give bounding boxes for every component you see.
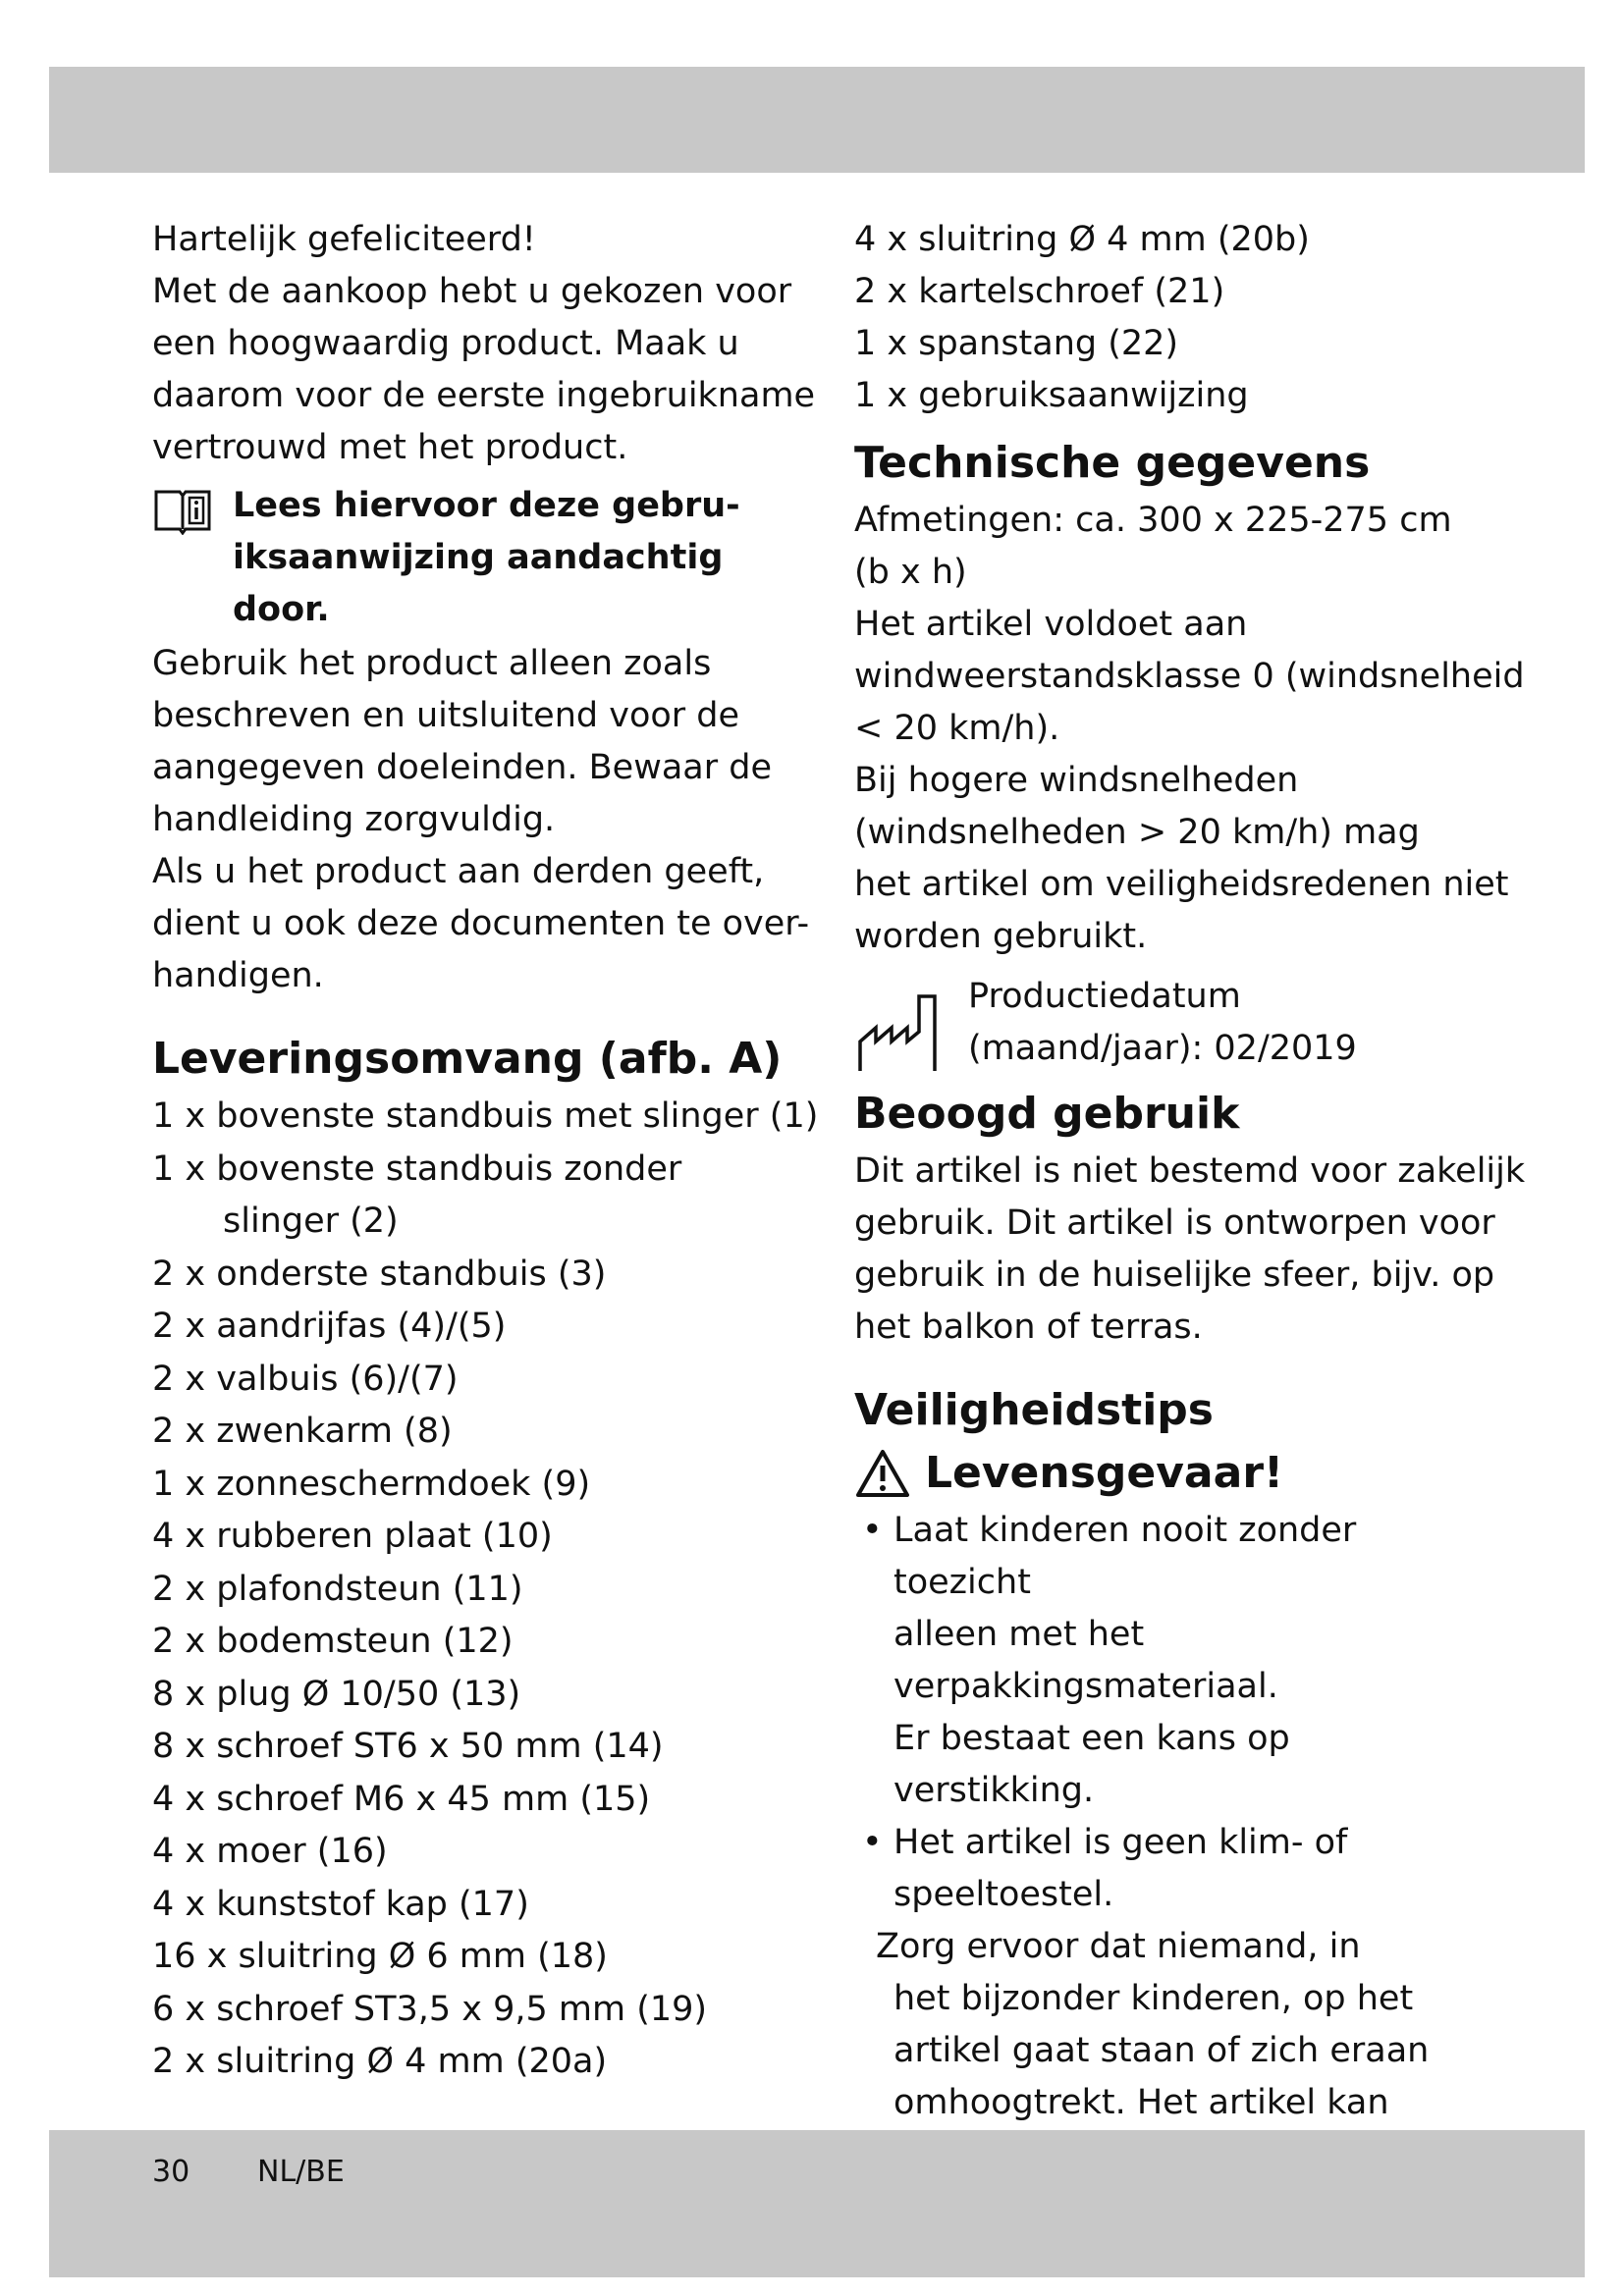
bullet-dot: • xyxy=(862,1511,883,1550)
intro-line: een hoogwaardig product. Maak u xyxy=(152,324,739,363)
list-item: slinger (2) xyxy=(223,1201,399,1241)
list-item: 1 x gebruiksaanwijzing xyxy=(854,376,1249,415)
list-item: 6 x schroef ST3,5 x 9,5 mm (19) xyxy=(152,1989,708,2029)
use-line: gebruik in de huiselijke sfeer, bijv. op xyxy=(854,1255,1495,1295)
list-item: 16 x sluitring Ø 6 mm (18) xyxy=(152,1937,608,1976)
read-manual-note xyxy=(152,480,781,636)
language-code: NL/BE xyxy=(257,2155,345,2189)
intro-line: Hartelijk gefeliciteerd! xyxy=(152,220,536,259)
safety-heading: Veiligheidstips xyxy=(854,1385,1214,1435)
list-item: 4 x moer (16) xyxy=(152,1832,388,1871)
list-item: 4 x sluitring Ø 4 mm (20b) xyxy=(854,220,1310,259)
left-column xyxy=(152,214,819,2089)
intro-line: Met de aankoop hebt u gekozen voor xyxy=(152,272,792,311)
usage-line: handleiding zorgvuldig. xyxy=(152,800,556,839)
usage-line: Gebruik het product alleen zoals xyxy=(152,644,712,683)
bullet-line: Het artikel is geen klim- of xyxy=(893,1823,1348,1862)
note-line: door. xyxy=(233,590,330,629)
safety-bullet xyxy=(854,1505,1483,1609)
list-item: 1 x bovenste standbuis zonder xyxy=(152,1148,682,1189)
footer-bar xyxy=(49,2130,1585,2277)
manual-info-icon xyxy=(152,484,213,535)
scope-heading: Leveringsomvang (afb. A) xyxy=(152,1034,783,1084)
production-value: (maand/jaar): 02/2019 xyxy=(968,1029,1357,1068)
tech-line: (windsnelheden > 20 km/h) mag xyxy=(854,813,1420,852)
right-column xyxy=(854,214,1526,2181)
delivery-list xyxy=(152,1091,819,2089)
bullet-line: Zorg ervoor dat niemand, in xyxy=(876,1927,1361,1966)
use-line: gebruik. Dit artikel is ontworpen voor xyxy=(854,1203,1495,1243)
tech-line: het artikel om veiligheidsredenen niet xyxy=(854,865,1509,904)
page-number: 30 xyxy=(152,2155,190,2189)
list-item: 2 x onderste standbuis (3) xyxy=(152,1254,607,1294)
usage-line: handigen. xyxy=(152,956,324,995)
use-line: het balkon of terras. xyxy=(854,1308,1203,1347)
bullet-line: speeltoestel. xyxy=(893,1875,1114,1914)
list-item: 2 x sluitring Ø 4 mm (20a) xyxy=(152,2042,608,2081)
bullet-line: alleen met het verpakkingsmateriaal. xyxy=(893,1615,1278,1706)
use-line: Dit artikel is niet bestemd voor zakelijk xyxy=(854,1151,1526,1191)
safety-bullet xyxy=(854,1817,1483,1869)
tech-line: (b x h) xyxy=(854,553,967,592)
tech-heading: Technische gegevens xyxy=(854,438,1371,488)
tech-line: < 20 km/h). xyxy=(854,709,1060,748)
intro-line: vertrouwd met het product. xyxy=(152,428,628,467)
list-item: 2 x plafondsteun (11) xyxy=(152,1569,523,1609)
bullet-line: Er bestaat een kans op verstikking. xyxy=(893,1719,1290,1810)
tech-line: windweerstandsklasse 0 (windsnelheid xyxy=(854,657,1525,696)
list-item: 1 x bovenste standbuis met slinger (1) xyxy=(152,1096,819,1136)
production-label: Productiedatum xyxy=(968,977,1241,1016)
list-item: 1 x zonneschermdoek (9) xyxy=(152,1464,591,1504)
danger-warning xyxy=(854,1442,1483,1505)
list-item: 1 x spanstang (22) xyxy=(854,324,1179,363)
bullet-dot: • xyxy=(862,1823,883,1862)
list-item: 8 x plug Ø 10/50 (13) xyxy=(152,1674,521,1714)
list-item: 4 x kunststof kap (17) xyxy=(152,1884,529,1924)
production-date xyxy=(854,971,1483,1077)
tech-line: worden gebruikt. xyxy=(854,917,1148,956)
factory-icon xyxy=(854,988,962,1077)
intro-line: daarom voor de eerste ingebruikname xyxy=(152,376,816,415)
warning-title: Levensgevaar! xyxy=(925,1448,1284,1498)
tech-line: Afmetingen: ca. 300 x 225-275 cm xyxy=(854,501,1452,540)
bullet-line: artikel gaat staan of zich eraan xyxy=(893,2031,1430,2070)
header-bar xyxy=(49,67,1585,173)
list-item: 2 x valbuis (6)/(7) xyxy=(152,1359,459,1399)
list-item: 2 x kartelschroef (21) xyxy=(854,272,1225,311)
usage-line: beschreven en uitsluitend voor de xyxy=(152,696,740,735)
usage-line: dient u ook deze documenten te over- xyxy=(152,904,810,943)
bullet-line: Laat kinderen nooit zonder toezicht xyxy=(893,1511,1357,1602)
usage-line: aangegeven doeleinden. Bewaar de xyxy=(152,748,772,787)
usage-line: Als u het product aan derden geeft, xyxy=(152,852,765,891)
warning-triangle-icon xyxy=(854,1448,911,1499)
list-item: 8 x schroef ST6 x 50 mm (14) xyxy=(152,1727,664,1766)
bullet-line: het bijzonder kinderen, op het xyxy=(893,1979,1414,2018)
tech-line: Het artikel voldoet aan xyxy=(854,605,1248,644)
bullet-line: omhoogtrekt. Het artikel kan xyxy=(893,2083,1389,2122)
tech-line: Bij hogere windsnelheden xyxy=(854,761,1299,800)
list-item: 4 x schroef M6 x 45 mm (15) xyxy=(152,1779,651,1819)
list-item: 2 x zwenkarm (8) xyxy=(152,1412,453,1451)
list-item: 2 x aandrijfas (4)/(5) xyxy=(152,1307,507,1346)
list-item: 4 x rubberen plaat (10) xyxy=(152,1517,553,1556)
use-heading: Beoogd gebruik xyxy=(854,1089,1240,1139)
list-item: 2 x bodemsteun (12) xyxy=(152,1622,514,1661)
note-line: Lees hiervoor deze gebru- xyxy=(233,486,740,525)
note-line: iksaanwijzing aandachtig xyxy=(233,538,724,577)
